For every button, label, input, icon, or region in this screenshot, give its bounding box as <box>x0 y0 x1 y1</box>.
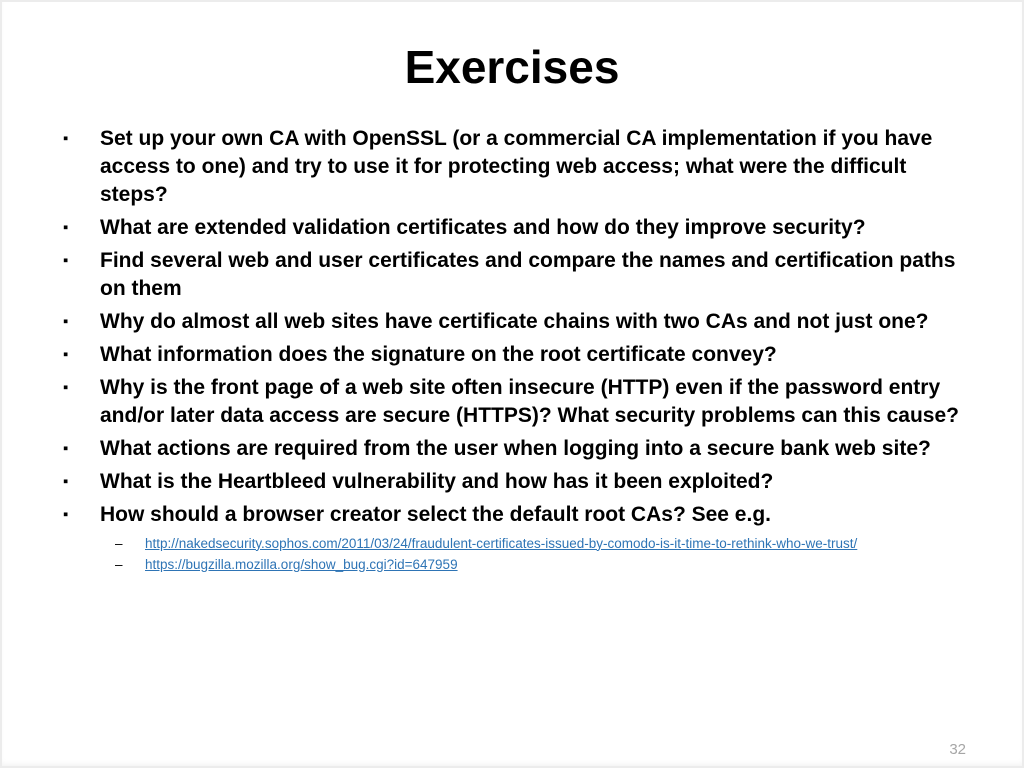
square-bullet-icon: ▪ <box>63 218 69 236</box>
slide-title: Exercises <box>404 41 620 93</box>
sub-bullet-item <box>115 555 966 575</box>
dash-bullet-icon: – <box>115 556 123 572</box>
bullet-item <box>63 214 966 242</box>
page-number: 32 <box>949 741 966 758</box>
square-bullet-icon: ▪ <box>63 439 69 457</box>
bullet-text: Find several web and user certificates and compare the names and certification paths on them <box>100 248 956 300</box>
bullet-text: Why is the front page of a web site often insecure (HTTP) even if the password entry and/or later data access are secure (HTTPS)? What security problems can this cause? <box>100 375 959 427</box>
link-nakedsecurity-url[interactable]: http://nakedsecurity.sophos.com/2011/03/24/fraudulent-certificates-issued-by-comodo-is-it-time-to-rethink-who-we-trust/ <box>145 535 858 551</box>
square-bullet-icon: ▪ <box>63 129 69 147</box>
square-bullet-icon: ▪ <box>63 472 69 490</box>
bullet-text: What are extended validation certificates and how do they improve security? <box>100 215 866 239</box>
bullet-item <box>63 308 966 336</box>
bullet-text: How should a browser creator select the default root CAs? See e.g. <box>100 502 771 526</box>
square-bullet-icon: ▪ <box>63 251 69 269</box>
bullet-text: Set up your own CA with OpenSSL (or a commercial CA implementation if you have access to one) and try to use it for protecting web access; what were the difficult steps? <box>100 126 933 206</box>
bullet-text: What actions are required from the user when logging into a secure bank web site? <box>100 436 931 460</box>
square-bullet-icon: ▪ <box>63 378 69 396</box>
bullet-text: Why do almost all web sites have certificate chains with two CAs and not just one? <box>100 309 929 333</box>
square-bullet-icon: ▪ <box>63 505 69 523</box>
bullet-text: What is the Heartbleed vulnerability and how has it been exploited? <box>100 469 774 493</box>
square-bullet-icon: ▪ <box>63 345 69 363</box>
bullet-item <box>63 125 966 209</box>
bullet-item <box>63 468 966 496</box>
bullet-item <box>63 341 966 369</box>
bullet-list <box>0 125 1024 575</box>
bullet-text: What information does the signature on the root certificate convey? <box>100 342 777 366</box>
bullet-item <box>63 501 966 529</box>
bullet-item <box>63 247 966 303</box>
bullet-item <box>63 374 966 430</box>
sub-bullet-item <box>115 534 966 554</box>
link-bugzilla-url[interactable]: https://bugzilla.mozilla.org/show_bug.cgi?id=647959 <box>145 556 458 572</box>
bullet-item <box>63 435 966 463</box>
dash-bullet-icon: – <box>115 535 123 551</box>
square-bullet-icon: ▪ <box>63 312 69 330</box>
